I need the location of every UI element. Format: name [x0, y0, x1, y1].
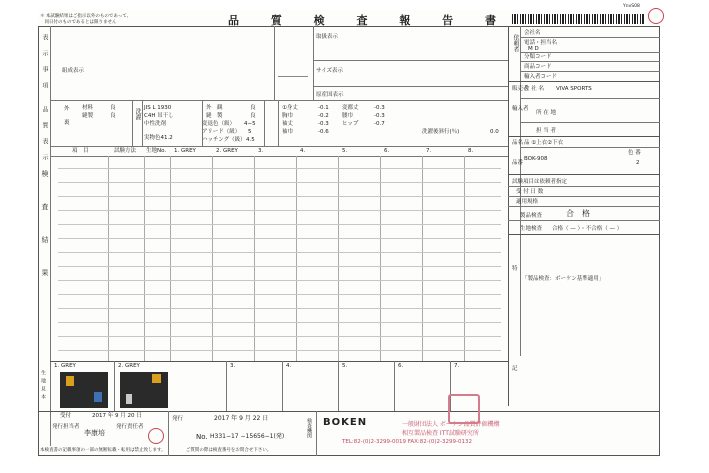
col2-1-label: 変都丈: [342, 105, 359, 111]
col2-1-val: -0.3: [374, 105, 385, 111]
col-1: 1. GREY: [174, 148, 196, 154]
handling-divider: [313, 60, 508, 61]
dim2-label: 胸巾: [282, 113, 294, 119]
grid-row: [58, 294, 501, 295]
left-label-col: [50, 26, 51, 446]
samples-top: [50, 361, 508, 362]
right-row-line: [520, 122, 660, 123]
size-display-label: サイズ表示: [316, 68, 344, 74]
person-label: 発行担当者: [52, 424, 80, 430]
right-row-line: [508, 196, 660, 197]
result-pass: 合 格: [566, 209, 590, 218]
right-row-line: [520, 147, 660, 148]
panel-divider: [508, 26, 509, 406]
right-row-line: [508, 174, 660, 175]
col-2: 2. GREY: [216, 148, 238, 154]
grid-col: [144, 156, 145, 361]
shrink-label: 洗濯後斜行(％): [422, 129, 460, 135]
outer-label: 外: [64, 106, 70, 112]
grid-col: [254, 156, 255, 361]
right-row-line: [508, 81, 660, 82]
display-divider: [50, 100, 508, 101]
product-inspect-label: 製品検査: [520, 213, 543, 219]
issuer-label: 発行責任者: [116, 424, 144, 430]
quality-col-d: [264, 100, 265, 146]
fiber-display-label: 組成表示: [62, 68, 85, 74]
tel-abbr: M D: [528, 46, 539, 52]
right-row-line: [508, 206, 660, 207]
grid-row: [58, 322, 501, 323]
col-item: 項 目: [72, 148, 89, 154]
sample-divider: [394, 361, 395, 411]
org-phone: TEL:82-(0)2-3299-0019 FAX:82-(0)2-3299-0132: [342, 439, 473, 445]
number-label: No.: [196, 433, 208, 441]
applicable-label: 適用規格: [516, 199, 539, 205]
grid-row: [58, 196, 501, 197]
dim3-label: 袖丈: [282, 121, 294, 127]
grid-col: [464, 156, 465, 361]
display-mid-line-2: [313, 26, 314, 100]
classify-label: 分類コード: [524, 54, 552, 60]
sales-company-val: VIVA SPORTS: [556, 86, 592, 92]
sample-divider: [338, 361, 339, 411]
fabric-inspect-val: 合格（ — ）・不合格（ — ）: [552, 226, 623, 232]
company-label: 会社名: [524, 30, 541, 36]
jis-label: JIS L 1930: [144, 105, 172, 111]
grid-row: [58, 238, 501, 239]
color-val: 2: [636, 160, 640, 166]
material-good: 良: [110, 105, 116, 111]
col-7: 7.: [426, 148, 432, 154]
request-std: 試験項目は依頼者指定: [512, 179, 568, 185]
inspection-org-label: 検査機関: [306, 418, 312, 438]
sample-5-label: 5.: [342, 363, 348, 369]
col-4: 4.: [300, 148, 306, 154]
shrink-val: 0.0: [490, 129, 499, 135]
received-goods: 受 付 日 数: [516, 189, 544, 195]
detergent-label: 中性洗剤: [144, 121, 167, 127]
report-title: 品 質 検 査 報 告 書: [228, 14, 510, 27]
grid-row: [58, 210, 501, 211]
sample-6-label: 6.: [398, 363, 404, 369]
quality-col-b: [142, 100, 143, 146]
right-row-line: [520, 71, 660, 72]
col-method: 試験方法: [114, 148, 137, 154]
stain-val: 5: [248, 129, 252, 135]
boken-logo: BOKEN: [323, 417, 368, 428]
dim4-val: -0.6: [318, 129, 329, 135]
weave-label: 縫製: [82, 113, 94, 119]
org-seal: [448, 394, 480, 424]
corner-seal: [648, 8, 664, 24]
col2-2-val: -0.3: [374, 113, 385, 119]
c4h-label: C4H 吊干し: [144, 113, 174, 119]
sample-divider: [114, 361, 115, 411]
grid-col: [338, 156, 339, 361]
right-row-line: [520, 37, 660, 38]
manager-label: 担 当 者: [536, 128, 556, 134]
issue-date: 2017 年 9 月 22 日: [214, 415, 269, 422]
tel-name-label: 電話・担当名: [524, 40, 558, 46]
grid-col: [170, 156, 171, 361]
quality-col-a: [132, 100, 133, 146]
sample-7-label: 7.: [454, 363, 460, 369]
address-label: 所 在 地: [536, 110, 556, 116]
receipt-date: 2017 年 9 月 20 日: [92, 413, 142, 419]
grid-row: [58, 224, 501, 225]
color-change-val: 4−5: [244, 121, 256, 127]
sample-2-swatch: [120, 372, 168, 408]
sample-2-label: 2. GREY: [118, 363, 140, 369]
right-row-line: [508, 186, 660, 187]
col-fabric-no: 生地No.: [146, 148, 167, 154]
grid-col: [296, 156, 297, 361]
grid-col: [108, 156, 109, 361]
dim4-label: 袖巾: [282, 129, 294, 135]
col-3: 3.: [258, 148, 264, 154]
grid-row: [58, 280, 501, 281]
size-divider: [313, 86, 508, 87]
product-label: 商品コード: [524, 64, 552, 70]
pilling-label: ハッチング（級）: [202, 137, 246, 143]
issue-label: 発行: [172, 416, 184, 422]
quality-col-e: [278, 100, 279, 146]
bottom-top: [38, 411, 660, 412]
report-sheet: [38, 4, 660, 460]
actual-color: 実物色41.2: [144, 135, 173, 141]
sample-divider: [282, 361, 283, 411]
barcode: [512, 14, 645, 24]
sample-4-label: 4.: [286, 363, 292, 369]
note-text: 「製品検査：ボーケン基準適用」: [522, 276, 605, 282]
receipt-label: 受付: [60, 413, 72, 419]
footer-note: 本検査書の記載事項の一部の無断転載・転用は禁止致します。 ご質問の際は検査番号をお問合せ下さい。: [40, 448, 272, 453]
sales-company-label: 会 社 名: [524, 86, 544, 92]
person-name: 李康培: [84, 429, 105, 437]
col-5: 5.: [342, 148, 348, 154]
grid-row: [58, 168, 501, 169]
grid-col: [422, 156, 423, 361]
buyer-label: 輸入者コード: [524, 74, 558, 80]
dim3-val: -0.3: [318, 121, 329, 127]
sample-1-swatch: [60, 372, 108, 408]
pilling-val: 4.5: [246, 137, 255, 143]
stain-label: アリード（級）: [202, 129, 241, 135]
right-row-line: [508, 234, 660, 235]
right-row-line: [508, 220, 660, 221]
col2-2-label: 腰巾: [342, 113, 354, 119]
sample-divider: [226, 361, 227, 411]
col2-3-label: ヒップ: [342, 121, 359, 127]
grid-row: [58, 252, 501, 253]
bottom-divider: [316, 411, 317, 456]
sewing-label: 縫 製: [206, 113, 223, 119]
note-label: 特: [512, 266, 518, 272]
grid-row: [58, 336, 501, 337]
header-note-1: ＊ 本試験結果はご指示以外のものであって、: [40, 14, 132, 19]
table-head-line: [50, 156, 508, 157]
table-top: [50, 146, 508, 147]
appearance-val: 良: [250, 105, 256, 111]
wash-label: 洗濯: [134, 108, 141, 120]
grid-row: [58, 350, 501, 351]
grid-col: [212, 156, 213, 361]
label-quality: 品質表示: [41, 106, 48, 170]
sales-label: 販売者: [512, 86, 529, 92]
label-results: 検査結果: [41, 170, 49, 302]
item-top: 品 ①上衣②下衣: [524, 140, 564, 146]
weave-good: 良: [110, 113, 116, 119]
importer-label: 輸入者: [512, 106, 529, 112]
appearance-label: 外 観: [206, 105, 223, 111]
item-label: 品名: [512, 140, 524, 146]
right-row-line: [520, 52, 660, 53]
grid-row: [58, 182, 501, 183]
color-label: 色 番: [628, 150, 641, 156]
col-6: 6.: [384, 148, 390, 154]
grid-col: [380, 156, 381, 361]
remarks-label: 記: [512, 366, 518, 372]
color-change-label: 変退色（級）: [202, 121, 236, 127]
dim2-val: -0.2: [318, 113, 329, 119]
lining-label: 裏: [64, 120, 70, 126]
right-row-line: [508, 136, 660, 137]
right-row-line: [520, 61, 660, 62]
issuer-seal: [148, 428, 164, 444]
sample-3-label: 3.: [230, 363, 236, 369]
display-mid-line: [274, 26, 275, 100]
label-samples: 生地見本: [40, 370, 46, 402]
dim1-val: -0.1: [318, 105, 329, 111]
sewing-val: 良: [250, 113, 256, 119]
label-display: 表示事項: [41, 34, 48, 98]
org-line-2: 相互製品検査 ITT試験研究所: [402, 430, 479, 437]
sample-1-label: 1. GREY: [54, 363, 76, 369]
right-row-line: [520, 98, 660, 99]
origin-display-label: 原産国表示: [316, 92, 344, 98]
dash-mark: [278, 76, 308, 77]
handling-label: 取扱表示: [316, 34, 339, 40]
org-line-1: 一般財団法人 ボーケン品質評価機構: [402, 421, 500, 428]
grid-row: [58, 266, 501, 267]
col2-3-val: -0.7: [374, 121, 385, 127]
page-code: YnvS08: [623, 4, 640, 9]
material-label: 材料: [82, 105, 94, 111]
type-label: 品番: [512, 160, 524, 166]
col-8: 8.: [468, 148, 474, 154]
fabric-inspect-label: 生地検査: [520, 226, 543, 232]
grid-row: [58, 308, 501, 309]
dim1-label: ①身丈: [282, 105, 298, 111]
item-code: BOK-908: [524, 156, 548, 162]
report-number: H331−17 −15656−1(発): [210, 433, 285, 440]
header-note-2: 同日付のものであるとは限りません: [40, 20, 117, 25]
client-label: 依頼者: [512, 34, 519, 52]
